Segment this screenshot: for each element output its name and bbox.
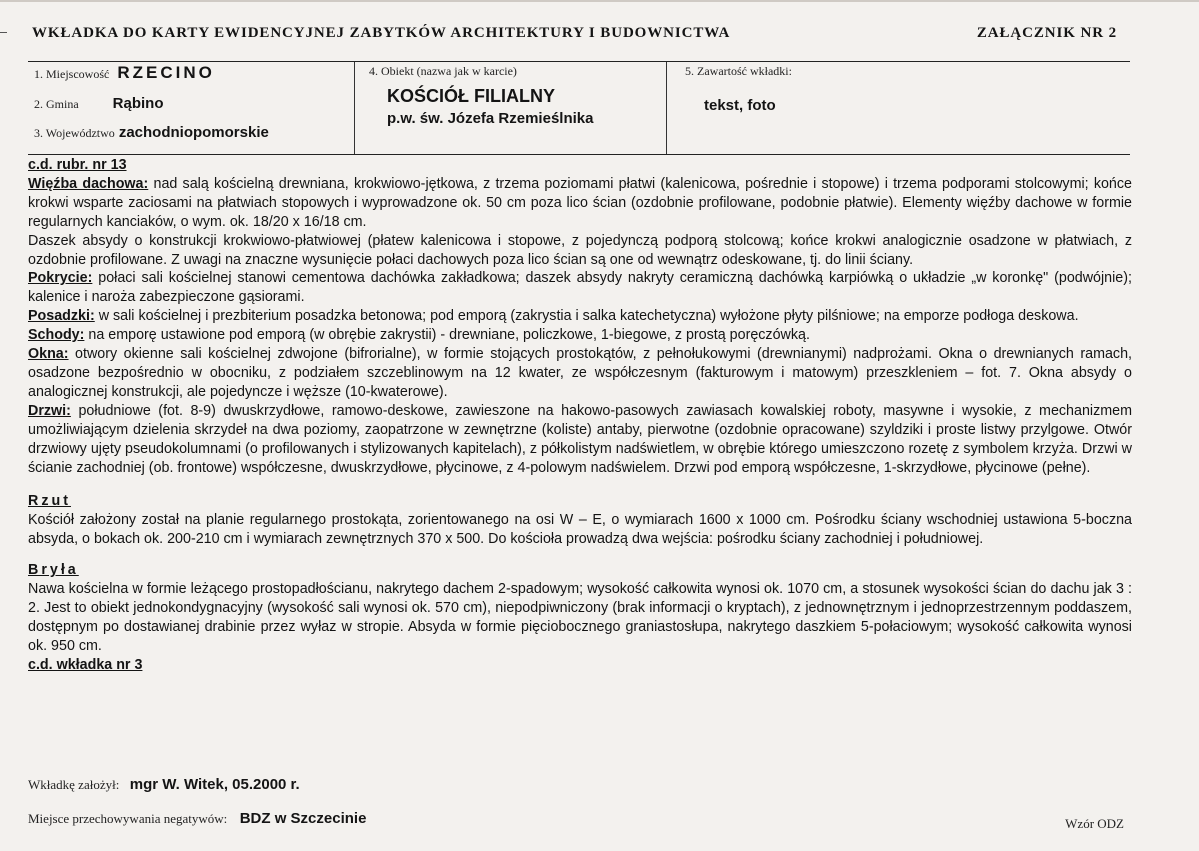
commune-row	[34, 95, 164, 113]
text-stairs: na emporę ustawione pod emporą (w obrębie zakrystii) - drewniane, policzkowe, 1-biegowe, z prostą poręczówką.	[84, 327, 810, 344]
commune-label: 2. Gmina	[34, 97, 79, 111]
paragraph-doors	[28, 402, 1132, 478]
contents-value: tekst, foto	[704, 97, 776, 114]
contents-column	[666, 62, 1131, 154]
text-roof-truss: nad salą kościelną drewniana, krokwiowo-jętkowa, z trzema poziomami płatwi (kalenicowa, pośrednie i stopowe) i trzema podporami stolcowymi; końce krokwi wsparte zaciosami na płatwiach stopowych i wyprowadzone ok. 50 cm poza lico ścian (ozdobnie profilowane, podobnie płatwie). Elementy więźby dachowe w formie regularnych kanciaków, o wym. ok. 18/20 x 16/18 cm.	[28, 175, 1132, 230]
object-subtitle: p.w. św. Józefa Rzemieślnika	[387, 110, 594, 127]
locality-label: 1. Miejscowość	[34, 67, 110, 81]
term-roofing: Pokrycie:	[28, 270, 93, 287]
negatives-row	[28, 810, 366, 828]
object-label: 4. Obiekt (nazwa jak w karcie)	[369, 64, 517, 78]
text-floors: w sali kościelnej i prezbiterium posadzka betonowa; pod emporą (zakrystia i salka katechetyczna) wyłożone płyty pilśniowe; na emporze podłoga deskowa.	[94, 308, 1079, 325]
negatives-label: Miejsce przechowywania negatywów:	[28, 811, 228, 826]
paragraph-massing: Nawa kościelna w formie leżącego prostopadłościanu, nakrytego dachem 2-spadowym; wysokość całkowita wynosi ok. 1070 cm, a stosunek wysokości ścian do dachu jak 3 : 2. Jest to obiekt jednokondygnacyjny (wysokość sali wynosi ok. 570 cm), niepodpiwniczony (brak informacji o kryptach), z jednownętrznym i jednoprzestrzennym poddaszem, dostępnym po dostawianej drabinie przez wyłaz w stropie. Absyda w formie pięciobocznego graniastosłupa, nakrytego daszkiem 5-połaciowym; wysokość całkowita wynosi ok. 950 cm.	[28, 581, 1132, 654]
text-roofing: połaci sali kościelnej stanowi cementowa dachówka zakładkowa; daszek absydy nakryty ceramiczną dachówką karpiówką o układzie „w koronkę" (podwójnie); kalenice i naroża zabezpieczone gąsiorami.	[28, 270, 1132, 306]
form-code-row	[1065, 815, 1124, 833]
term-roof-truss: Więźba dachowa:	[28, 175, 149, 192]
paragraph-windows	[28, 345, 1132, 402]
form-title: WKŁADKA DO KARTY EWIDENCYJNEJ ZABYTKÓW ARCHITEKTURY I BUDOWNICTWA	[32, 25, 731, 41]
locality-value: RZECINO	[117, 63, 215, 82]
paragraph-floors	[28, 307, 1132, 326]
continuation-next-insert: c.d. wkładka nr 3	[28, 656, 143, 673]
locality-row	[34, 63, 215, 83]
paragraph-roof-truss	[28, 175, 1132, 232]
heading-plan: Rzut	[28, 493, 71, 510]
edge-tick-mark	[0, 32, 7, 33]
voivodeship-value: zachodniopomorskie	[118, 124, 269, 141]
identification-box	[28, 61, 1130, 155]
founded-by-value: mgr W. Witek, 05.2000 r.	[129, 776, 300, 793]
contents-label: 5. Zawartość wkładki:	[685, 64, 792, 78]
paragraph-apse-roof: Daszek absydy o konstrukcji krokwiowo-płatwiowej (płatew kalenicowa i stopowe, z pojedynczą podporą stolcową; końce krokwi analogicznie osadzone w płatwiach, z ozdobnie profilowane. Z uwagi na znaczne wysunięcie połaci dachowych poza lico ścian są one od wewnątrz odeskowane, tj. do linii ściany.	[28, 232, 1132, 268]
term-doors: Drzwi:	[28, 402, 71, 419]
term-windows: Okna:	[28, 346, 69, 363]
negatives-value: BDZ w Szczecinie	[239, 810, 367, 827]
text-windows: otwory okienne sali kościelnej zdwojone (bifrorialne), w formie stojących prostokątów, z pełnołukowymi (drewnianymi) nadprożami. Okna o drewnianych ramach, osadzone bezpośrednio w obocniku, z podziałem szczeblinowym na 12 kwater, ze współczesnym (fakturowym i matowym) przeszkleniem – fot. 7. Okna absydy o analogicznej konstrukcji, ale pojedyncze i węższe (10-kwaterowe).	[28, 346, 1132, 400]
location-column	[28, 62, 353, 154]
form-code: Wzór ODZ	[1065, 816, 1124, 831]
object-title: KOŚCIÓŁ FILIALNY	[387, 86, 555, 106]
paragraph-stairs	[28, 326, 1132, 345]
commune-value: Rąbino	[112, 95, 164, 112]
annex-number: ZAŁĄCZNIK NR 2	[976, 25, 1117, 41]
top-edge-line	[0, 0, 1199, 2]
term-floors: Posadzki:	[28, 308, 95, 325]
founded-by-row	[28, 776, 300, 794]
paragraph-plan: Kościół założony został na planie regularnego prostokąta, zorientowanego na osi W – E, o wymiarach 1600 x 1000 cm. Pośrodku ściany wschodniej ustawiona 5-boczna absyda, o bokach ok. 200-210 cm i wymiarach zewnętrznych 370 x 500. Do kościoła prowadzą dwa wejścia: pośrodku ściany zachodniej i południowej.	[28, 512, 1132, 548]
voivodeship-label: 3. Województwo	[34, 126, 115, 140]
voivodeship-row	[34, 124, 269, 142]
description-body	[28, 156, 1132, 675]
object-column	[354, 62, 666, 154]
text-doors: południowe (fot. 8-9) dwuskrzydłowe, ramowo-deskowe, zawieszone na hakowo-pasowych zawiasach kowalskiej roboty, masywne i wysokie, z mechanizmem umożliwiającym dzielenia skrzydeł na dwa poziomy, zaopatrzone w zewnętrzne (koliste) antaby, pierwotne (ozdobnie opracowane) szyldziki i proste listwy przylgowe. Otwór drzwiowy ujęty pseudokolumnami (o profilowanych i stylizowanych kapitelach), z półkolistym nadświetlem, w obrębie którego umieszczono rozetę z symbolem krzyża. Drzwi w ścianie zachodniej (ob. frontowe) współczesne, dwuskrzydłowe, płycinowe, z 4-polowym nadświelem. Drzwi pod emporą współczesne, 1-skrzydłowe, płycinowe (pełne).	[28, 402, 1132, 476]
founded-by-label: Wkładkę założył:	[28, 777, 120, 792]
continuation-heading: c.d. rubr. nr 13	[28, 157, 127, 173]
paragraph-roofing	[28, 269, 1132, 307]
term-stairs: Schody:	[28, 327, 85, 344]
heading-massing: Bryła	[28, 562, 79, 579]
